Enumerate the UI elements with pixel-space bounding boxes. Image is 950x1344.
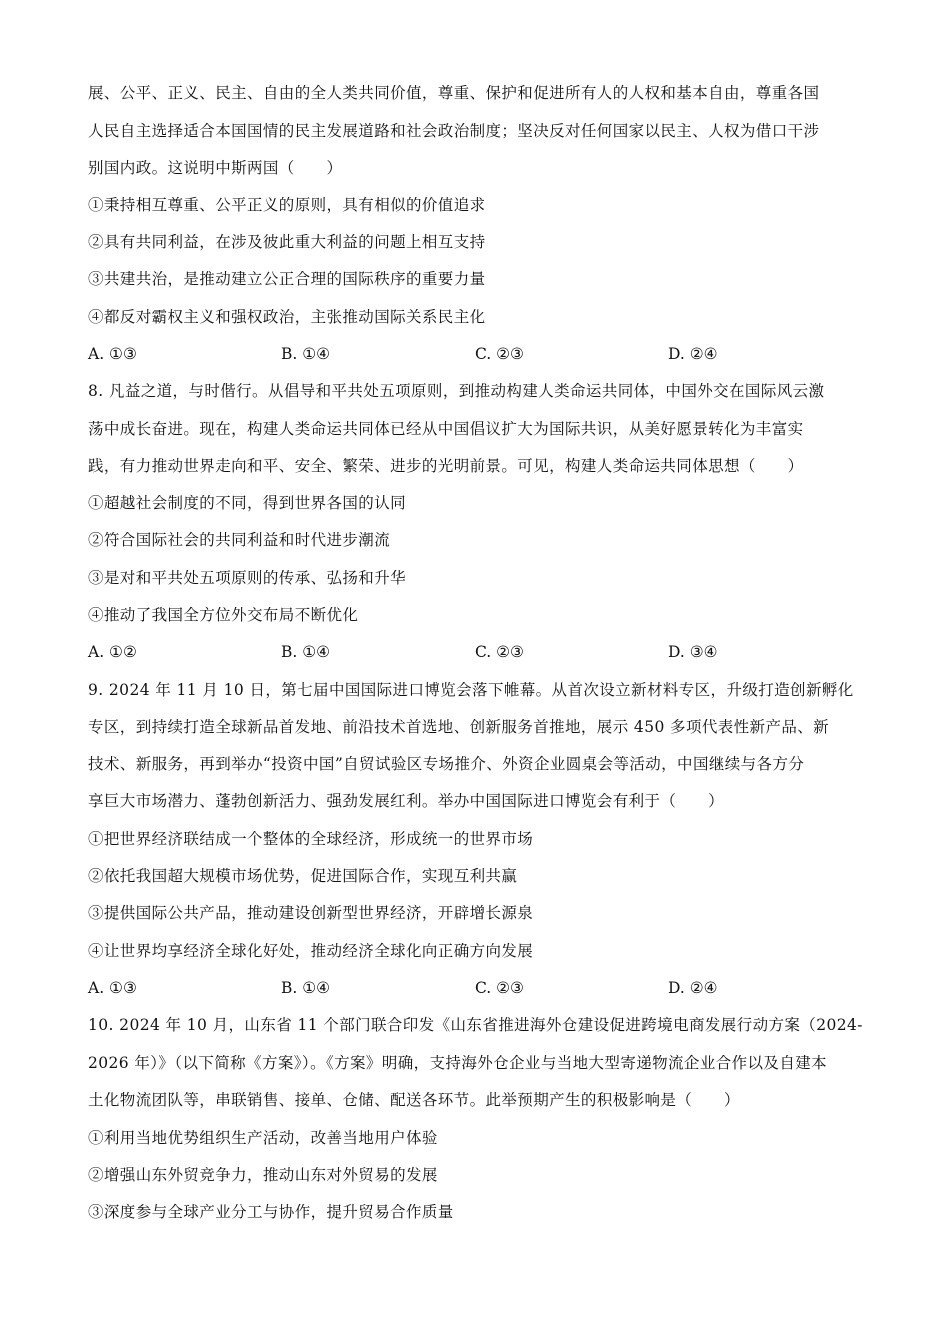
q7-stem-line-2: 人民自主选择适合本国国情的民主发展道路和社会政治制度；坚决反对任何国家以民主、人权为借口干涉 [88,122,820,140]
q8-options [88,642,868,662]
q9-options [88,978,868,998]
q7-statement-1: ①秉持相互尊重、公平正义的原则，具有相似的价值追求 [88,196,486,214]
q8-option-a[interactable]: A. ①② [88,643,137,661]
q9-option-d[interactable]: D. ②④ [668,979,718,997]
q7-statement-4: ④都反对霸权主义和强权政治，主张推动国际关系民主化 [88,308,486,326]
q7-option-b[interactable]: B. ①④ [281,345,331,363]
q8-statement-4: ④推动了我国全方位外交布局不断优化 [88,606,359,624]
q8-option-c[interactable]: C. ②③ [475,643,524,661]
q9-statement-4: ④让世界均享经济全球化好处，推动经济全球化向正确方向发展 [88,942,534,960]
q8-statement-2: ②符合国际社会的共同利益和时代进步潮流 [88,531,391,549]
q7-stem-line-1: 展、公平、正义、民主、自由的全人类共同价值，尊重、保护和促进所有人的人权和基本自由，尊重各国 [88,84,820,102]
q9-stem-line-1: 9. 2024 年 11 月 10 日，第七届中国国际进口博览会落下帷幕。从首次设立新材料专区，升级打造创新孵化 [88,681,854,699]
q8-stem-line-3: 践，有力推动世界走向和平、安全、繁荣、进步的光明前景。可见，构建人类命运共同体思想（ ） [88,457,804,475]
q10-statement-1: ①利用当地优势组织生产活动，改善当地用户体验 [88,1129,438,1147]
q7-stem-line-3: 别国内政。这说明中斯两国（ ） [88,159,343,177]
q7-statement-3: ③共建共治，是推动建立公正合理的国际秩序的重要力量 [88,270,486,288]
q9-option-a[interactable]: A. ①③ [88,979,137,997]
q7-options [88,344,868,364]
q9-stem-line-2: 专区，到持续打造全球新品首发地、前沿技术首选地、创新服务首推地，展示 450 多项代表性新产品、新 [88,718,830,736]
q10-stem-line-1: 10. 2024 年 10 月，山东省 11 个部门联合印发《山东省推进海外仓建设促进跨境电商发展行动方案（2024- [88,1016,863,1034]
q8-option-d[interactable]: D. ③④ [668,643,718,661]
q7-statement-2: ②具有共同利益，在涉及彼此重大利益的问题上相互支持 [88,233,486,251]
q8-statement-1: ①超越社会制度的不同，得到世界各国的认同 [88,494,407,512]
q7-option-c[interactable]: C. ②③ [475,345,524,363]
q8-stem-line-1: 8. 凡益之道，与时偕行。从倡导和平共处五项原则，到推动构建人类命运共同体，中国外交在国际风云激 [88,382,825,400]
q9-option-b[interactable]: B. ①④ [281,979,331,997]
q8-option-b[interactable]: B. ①④ [281,643,331,661]
q7-option-d[interactable]: D. ②④ [668,345,718,363]
q9-statement-2: ②依托我国超大规模市场优势，促进国际合作，实现互利共赢 [88,867,518,885]
q8-stem-line-2: 荡中成长奋进。现在，构建人类命运共同体已经从中国倡议扩大为国际共识，从美好愿景转化为丰富实 [88,420,804,438]
q9-statement-1: ①把世界经济联结成一个整体的全球经济，形成统一的世界市场 [88,830,534,848]
q10-stem-line-2: 2026 年）》（以下简称《方案》）。《方案》明确，支持海外仓企业与当地大型寄递物流企业合作以及自建本 [88,1054,828,1072]
q7-option-a[interactable]: A. ①③ [88,345,137,363]
q9-stem-line-4: 享巨大市场潜力、蓬勃创新活力、强劲发展红利。举办中国国际进口博览会有利于（ ） [88,792,725,810]
q8-statement-3: ③是对和平共处五项原则的传承、弘扬和升华 [88,569,407,587]
q9-option-c[interactable]: C. ②③ [475,979,524,997]
q9-stem-line-3: 技术、新服务，再到举办“投资中国”自贸试验区专场推介、外资企业圆桌会等活动，中国继续与各方分 [88,755,805,773]
q10-statement-3: ③深度参与全球产业分工与协作，提升贸易合作质量 [88,1203,454,1221]
q10-stem-line-3: 土化物流团队等，串联销售、接单、仓储、配送各环节。此举预期产生的积极影响是（ ） [88,1091,740,1109]
q9-statement-3: ③提供国际公共产品，推动建设创新型世界经济，开辟增长源泉 [88,904,534,922]
q10-statement-2: ②增强山东外贸竞争力，推动山东对外贸易的发展 [88,1166,438,1184]
